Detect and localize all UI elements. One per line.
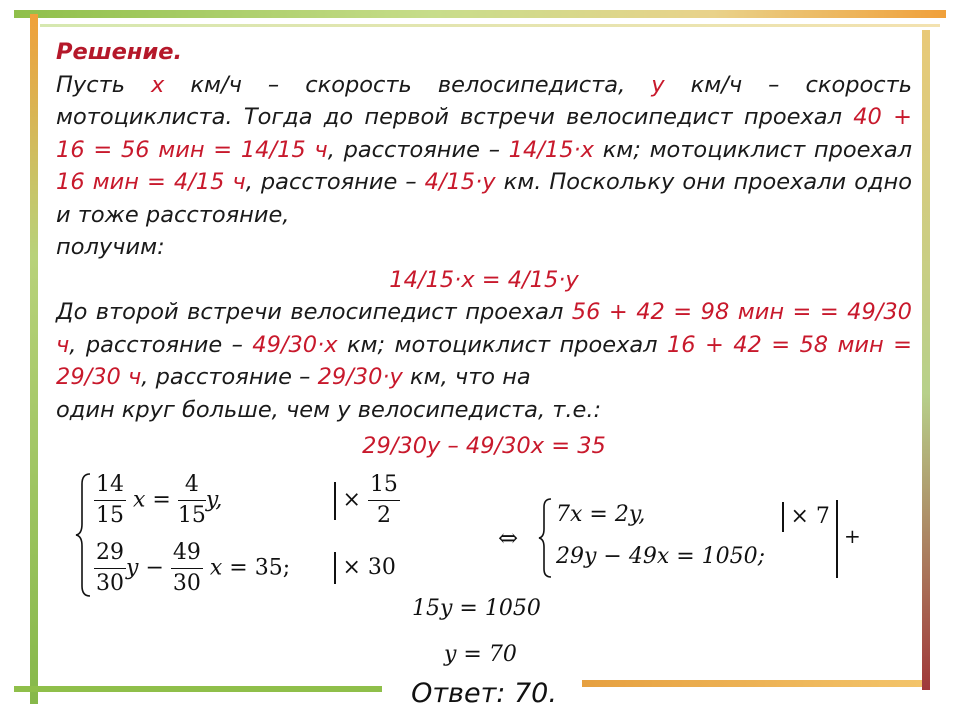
system-2-multiplier	[782, 502, 830, 532]
text: проехал	[743, 104, 854, 130]
bar	[334, 552, 336, 584]
denominator: 15	[96, 503, 124, 528]
numerator: 29	[94, 538, 126, 569]
text: , расстояние –	[245, 169, 425, 195]
system-2-eq-2: 29y − 49x = 1050;	[556, 544, 766, 569]
equation-2: 29/30y – 49/30x = 35	[362, 433, 606, 459]
var: y	[126, 555, 139, 581]
fraction	[178, 470, 206, 531]
bottom-right-decor-bar	[582, 680, 922, 687]
left-decor-bar	[30, 14, 38, 704]
text: , расстояние –	[69, 331, 253, 358]
numerator: 14	[94, 470, 126, 501]
text: До второй встречи велосипедист проехал	[56, 299, 572, 325]
text: , расстояние –	[327, 136, 509, 163]
fraction	[94, 470, 126, 531]
highlight: 29/30·y	[317, 364, 403, 390]
fraction	[171, 538, 203, 599]
system-2-brace	[537, 496, 555, 580]
text: мотоциклиста. Тогда до первой встречи велосипедист	[56, 104, 733, 130]
equivalence-arrow: ⇔	[498, 524, 519, 552]
times-value: × 30	[342, 555, 396, 580]
paragraph-1	[56, 69, 912, 264]
system-2-eq-1: 7x = 2y,	[556, 502, 646, 527]
numerator: 49	[171, 538, 203, 569]
bar	[782, 502, 784, 532]
highlight: 40 + 16 = 56 мин = 14/15 ч	[56, 104, 912, 163]
top-decor-line	[40, 24, 940, 27]
solution-text	[56, 36, 912, 463]
rhs: = 35;	[229, 555, 291, 581]
top-decor-bar	[14, 10, 946, 18]
text: км/ч – скорость велосипедиста,	[164, 71, 652, 98]
text: мотоциклист проехал	[649, 136, 913, 163]
var: x	[133, 487, 146, 513]
times-value: × 7	[790, 504, 830, 529]
highlight: 56 + 42 = 98 мин =	[571, 299, 812, 325]
operator: =	[152, 487, 171, 513]
text: один круг больше, чем у велосипедиста, т.е.:	[56, 396, 602, 423]
addition-bar	[836, 500, 838, 578]
text: км; мотоциклист проехал	[337, 331, 658, 358]
system-1-eq-2	[94, 538, 290, 599]
bar	[334, 482, 336, 520]
fraction	[94, 538, 126, 599]
numerator: 4	[178, 470, 206, 501]
highlight: = 49/30 ч	[56, 299, 912, 358]
text: км/ч – скорость	[664, 71, 912, 98]
var: y,	[205, 487, 223, 513]
var-y: y	[651, 71, 665, 98]
var: x	[209, 555, 223, 581]
numerator: 15	[368, 470, 400, 501]
paragraph-2	[56, 296, 912, 426]
text: получим:	[56, 234, 165, 260]
multiplier-1	[334, 470, 400, 531]
system-1-eq-1	[94, 470, 222, 531]
system-1-brace	[74, 470, 94, 600]
answer: Ответ: 70.	[411, 678, 557, 709]
var-x: x	[151, 71, 165, 98]
multiplier-2	[334, 552, 396, 584]
highlight: 16 + 42 = 58 мин = 29/30 ч	[56, 331, 912, 390]
text: км;	[593, 136, 641, 163]
times: ×	[342, 487, 361, 513]
bottom-left-decor-bar	[14, 686, 382, 692]
denominator: 30	[96, 571, 124, 596]
right-decor-bar	[922, 30, 930, 690]
text: км, что на	[402, 364, 531, 390]
result-2: y = 70	[444, 642, 517, 667]
denominator: 2	[376, 503, 391, 528]
text: км. Поскольку они проехали одно и тоже расстояние,	[56, 169, 913, 228]
highlight: 49/30·x	[252, 331, 338, 358]
denominator: 30	[172, 571, 201, 596]
denominator: 15	[177, 503, 206, 528]
highlight: 14/15·x	[508, 136, 594, 163]
plus-sign: +	[844, 524, 861, 548]
fraction	[368, 470, 400, 531]
operator: −	[145, 555, 164, 581]
result-1: 15y = 1050	[412, 596, 541, 621]
text: , расстояние –	[141, 364, 318, 390]
text: Пусть	[56, 71, 152, 98]
highlight: 4/15·y	[424, 169, 496, 195]
equation-1: 14/15·x = 4/15·y	[389, 266, 579, 293]
heading: Решение.	[56, 39, 183, 65]
highlight: 16 мин = 4/15 ч	[56, 169, 246, 195]
